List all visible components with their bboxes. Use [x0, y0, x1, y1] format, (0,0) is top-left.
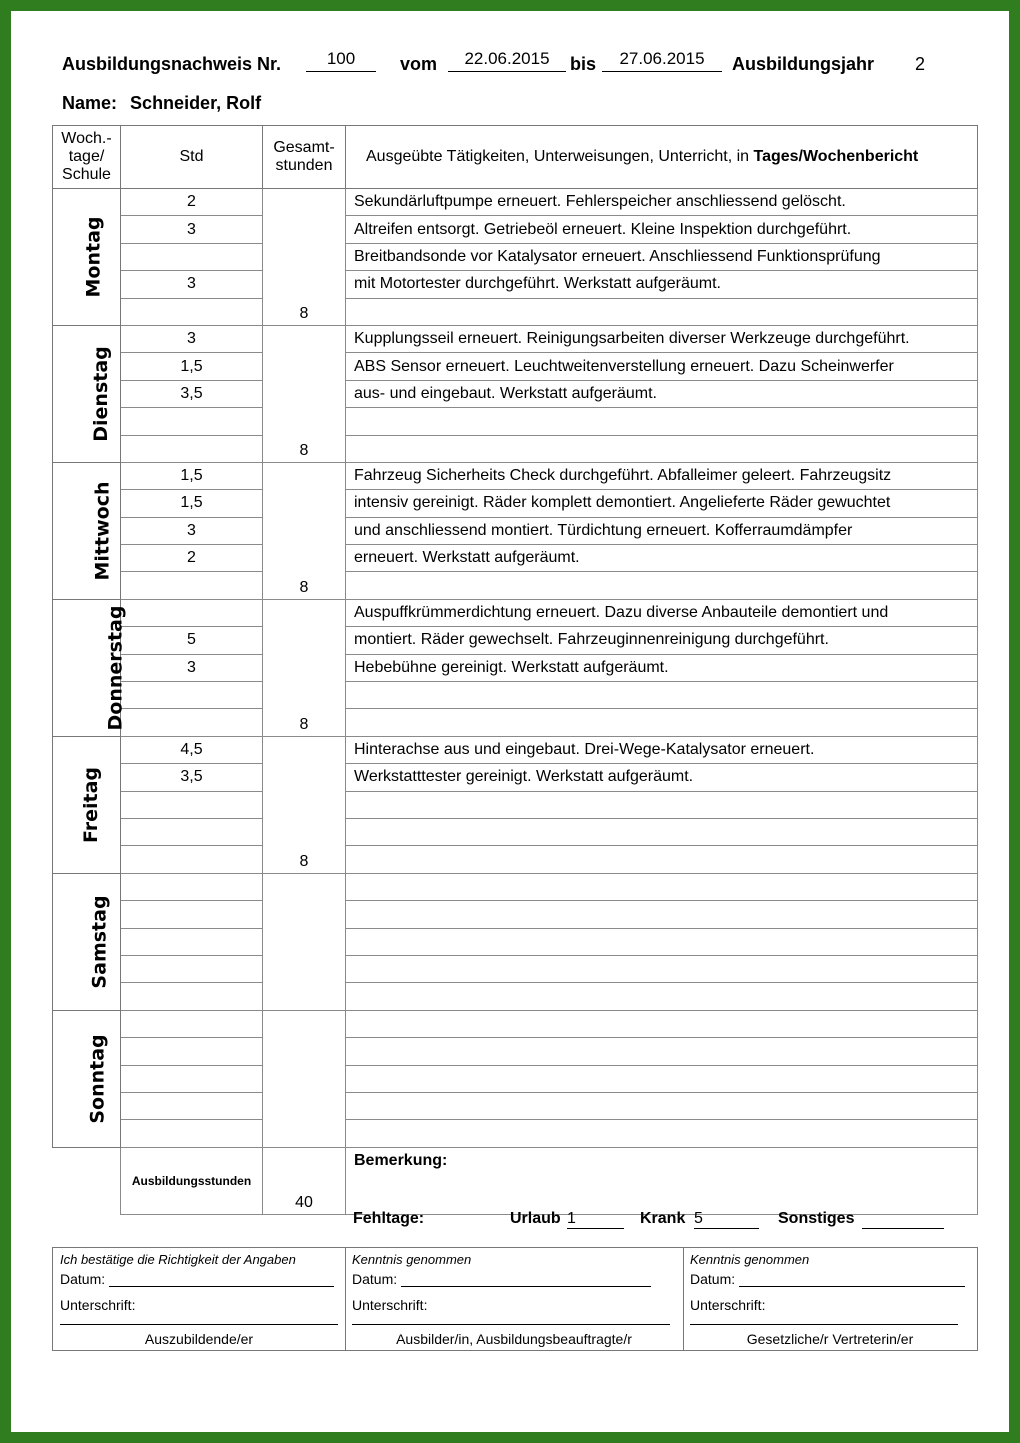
header-activities: [346, 126, 978, 189]
hours-cell: 2: [121, 545, 263, 572]
table-row: [53, 1038, 978, 1065]
weekday-label: Dienstag: [89, 346, 112, 442]
sig1-sign-line: [60, 1324, 338, 1325]
table-row: [53, 901, 978, 928]
hours-cell: [121, 298, 263, 325]
activity-cell: [346, 873, 978, 900]
hours-cell: 3: [121, 216, 263, 243]
weekday-cell: [53, 873, 121, 1010]
signature-trainee: [53, 1248, 346, 1350]
activity-cell: [346, 1120, 978, 1147]
hours-cell: [121, 818, 263, 845]
summary-total: 40: [263, 1147, 346, 1214]
table-row: [53, 983, 978, 1010]
activity-cell: [346, 983, 978, 1010]
hours-cell: [121, 599, 263, 626]
sig3-role: Gesetzliche/r Vertreterin/er: [746, 1331, 914, 1347]
day-total-cell: [263, 873, 346, 1010]
sig1-caption: Ich bestätige die Richtigkeit der Angaben: [60, 1252, 296, 1267]
table-row: [53, 325, 978, 352]
activity-cell: und anschliessend montiert. Türdichtung erneuert. Kofferraumdämpfer: [346, 517, 978, 544]
trainee-name: Schneider, Rolf: [130, 93, 262, 113]
fehltage-label: Fehltage:: [353, 1210, 425, 1227]
date-from: 22.06.2015: [448, 49, 566, 72]
table-row: [53, 490, 978, 517]
krank-label: Krank: [640, 1210, 686, 1227]
hours-cell: [121, 901, 263, 928]
activity-cell: montiert. Räder gewechselt. Fahrzeuginnenreinigung durchgeführt.: [346, 627, 978, 654]
hours-cell: 4,5: [121, 736, 263, 763]
table-row: [53, 1010, 978, 1037]
sig3-unterschrift: Unterschrift:: [690, 1297, 766, 1313]
header-gesamt: Gesamt-stunden: [263, 126, 346, 189]
day-total-cell: 8: [263, 462, 346, 599]
activity-cell: [346, 928, 978, 955]
hours-cell: 3: [121, 271, 263, 298]
bis-label: bis: [570, 54, 597, 74]
hours-cell: 3,5: [121, 380, 263, 407]
table-row: [53, 764, 978, 791]
activity-cell: erneuert. Werkstatt aufgeräumt.: [346, 545, 978, 572]
table-row: [53, 873, 978, 900]
weekday-label: Freitag: [80, 766, 103, 843]
weekday-label: Montag: [82, 216, 105, 298]
activity-cell: Altreifen entsorgt. Getriebeöl erneuert. Kleine Inspektion durchgeführt.: [346, 216, 978, 243]
table-row: [53, 435, 978, 462]
table-row: [53, 682, 978, 709]
urlaub-value: 1: [567, 1210, 624, 1229]
activity-cell: [346, 435, 978, 462]
day-total-cell: 8: [263, 325, 346, 462]
sig2-sign-line: [352, 1324, 670, 1325]
name-label: Name:: [62, 93, 118, 113]
activity-cell: Auspuffkrümmerdichtung erneuert. Dazu diverse Anbauteile demontiert und: [346, 599, 978, 626]
hours-cell: [121, 435, 263, 462]
table-row: [53, 462, 978, 489]
activity-cell: Fahrzeug Sicherheits Check durchgeführt. Abfalleimer geleert. Fahrzeugsitz: [346, 462, 978, 489]
weekday-label: Mittwoch: [91, 481, 114, 581]
jahr-value: 2: [915, 54, 926, 74]
activity-cell: Kupplungsseil erneuert. Reinigungsarbeiten diverser Werkzeuge durchgeführt.: [346, 325, 978, 352]
day-total-cell: 8: [263, 189, 346, 326]
activity-cell: [346, 572, 978, 599]
hours-cell: 5: [121, 627, 263, 654]
hours-cell: 3: [121, 517, 263, 544]
hours-cell: 2: [121, 189, 263, 216]
sig1-datum-line: [109, 1286, 334, 1287]
header-std: Std: [121, 126, 263, 189]
hours-cell: [121, 1120, 263, 1147]
hours-cell: 3: [121, 325, 263, 352]
hours-cell: [121, 846, 263, 873]
day-total-cell: 8: [263, 736, 346, 873]
activity-cell: [346, 791, 978, 818]
activity-cell: Hinterachse aus und eingebaut. Drei-Wege-Katalysator erneuert.: [346, 736, 978, 763]
weekday-label: Donnerstag: [104, 605, 127, 731]
sonstiges-line: [862, 1228, 944, 1229]
activity-cell: [346, 955, 978, 982]
table-row: [53, 216, 978, 243]
table-row: [53, 298, 978, 325]
report-number: 100: [306, 49, 376, 72]
day-total-cell: 8: [263, 599, 346, 736]
weekday-label: Samstag: [88, 895, 111, 989]
activity-cell: aus- und eingebaut. Werkstatt aufgeräumt.: [346, 380, 978, 407]
activity-cell: [346, 1010, 978, 1037]
table-row: [53, 271, 978, 298]
activity-cell: [346, 1092, 978, 1119]
jahr-label: Ausbildungsjahr: [732, 54, 875, 74]
table-row: [53, 654, 978, 681]
urlaub-label: Urlaub: [510, 1210, 561, 1227]
weekday-cell: [53, 599, 127, 736]
table-row: [53, 627, 978, 654]
weekday-cell: [53, 1010, 121, 1147]
sig2-datum: Datum:: [352, 1271, 398, 1287]
title-label: Ausbildungsnachweis Nr.: [62, 54, 282, 74]
signature-guardian: [683, 1248, 977, 1350]
date-to: 27.06.2015: [602, 49, 722, 72]
signature-block: [52, 1247, 978, 1351]
activity-cell: [346, 682, 978, 709]
hours-cell: 1,5: [121, 490, 263, 517]
hours-cell: [121, 955, 263, 982]
activity-cell: [346, 846, 978, 873]
sig3-datum: Datum:: [690, 1271, 736, 1287]
activity-cell: [346, 901, 978, 928]
header-weekdays: Woch.-tage/ Schule: [53, 126, 121, 189]
activity-cell: [346, 298, 978, 325]
hours-cell: 1,5: [121, 462, 263, 489]
hours-cell: [121, 709, 263, 736]
activity-cell: [346, 408, 978, 435]
sig2-datum-line: [401, 1286, 651, 1287]
table-row: [53, 380, 978, 407]
hours-cell: [121, 1010, 263, 1037]
signature-trainer: [345, 1248, 684, 1350]
weekday-cell: [53, 189, 121, 326]
hours-cell: [121, 983, 263, 1010]
sig3-sign-line: [690, 1324, 958, 1325]
hours-cell: [121, 928, 263, 955]
activity-cell: intensiv gereinigt. Räder komplett demontiert. Angelieferte Räder gewuchtet: [346, 490, 978, 517]
hours-cell: [121, 1092, 263, 1119]
activity-cell: Werkstatttester gereinigt. Werkstatt aufgeräumt.: [346, 764, 978, 791]
weekday-cell: [53, 462, 121, 599]
sig1-role: Auszubildende/er: [144, 1331, 254, 1347]
hours-cell: [121, 873, 263, 900]
activity-cell: Breitbandsonde vor Katalysator erneuert. Anschliessend Funktionsprüfung: [346, 243, 978, 270]
sig2-unterschrift: Unterschrift:: [352, 1297, 428, 1313]
sig1-datum: Datum:: [60, 1271, 106, 1287]
activity-cell: ABS Sensor erneuert. Leuchtweitenverstellung erneuert. Dazu Scheinwerfer: [346, 353, 978, 380]
name-row: [62, 93, 261, 114]
hours-cell: [121, 791, 263, 818]
krank-value: 5: [694, 1210, 759, 1229]
header-activities-bold: Tages/Wochenbericht: [753, 148, 919, 165]
sig2-caption: Kenntnis genommen: [352, 1252, 472, 1267]
sig1-unterschrift: Unterschrift:: [60, 1297, 136, 1313]
hours-cell: [121, 243, 263, 270]
hours-cell: [121, 408, 263, 435]
table-row: [53, 736, 978, 763]
table-row: [53, 791, 978, 818]
sig2-role: Ausbilder/in, Ausbildungsbeauftragte/r: [396, 1331, 632, 1347]
hours-cell: [121, 572, 263, 599]
hours-cell: [121, 1065, 263, 1092]
activity-cell: [346, 1065, 978, 1092]
table-row: [53, 1120, 978, 1147]
sonstiges-label: Sonstiges: [778, 1210, 855, 1227]
remark-label: Bemerkung:: [346, 1147, 978, 1214]
activity-cell: Sekundärluftpumpe erneuert. Fehlerspeicher anschliessend gelöscht.: [346, 189, 978, 216]
table-row: [53, 1092, 978, 1119]
weekday-label: Sonntag: [86, 1034, 109, 1124]
table-row: [53, 572, 978, 599]
table-row: [53, 1065, 978, 1092]
activity-table: [52, 125, 978, 1215]
sig3-caption: Kenntnis genommen: [690, 1252, 810, 1267]
table-row: [53, 545, 978, 572]
hours-cell: [121, 1038, 263, 1065]
activity-cell: [346, 818, 978, 845]
hours-cell: 3,5: [121, 764, 263, 791]
table-row: [53, 353, 978, 380]
activity-cell: [346, 1038, 978, 1065]
table-row: [53, 955, 978, 982]
hours-cell: [121, 682, 263, 709]
table-row: [53, 709, 978, 736]
activity-cell: Hebebühne gereinigt. Werkstatt aufgeräumt.: [346, 654, 978, 681]
table-row: [53, 846, 978, 873]
summary-label: Ausbildungsstunden: [121, 1147, 263, 1214]
table-row: [53, 599, 978, 626]
header-activities-plain: Ausgeübte Tätigkeiten, Unterweisungen, Unterricht, in: [366, 148, 754, 165]
table-row: [53, 928, 978, 955]
table-row: [53, 189, 978, 216]
weekday-cell: [53, 736, 121, 873]
activity-cell: mit Motortester durchgeführt. Werkstatt aufgeräumt.: [346, 271, 978, 298]
table-row: [53, 243, 978, 270]
hours-cell: 1,5: [121, 353, 263, 380]
summary-blank: [53, 1147, 121, 1214]
weekday-cell: [53, 325, 121, 462]
activity-cell: [346, 709, 978, 736]
hours-cell: 3: [121, 654, 263, 681]
vom-label: vom: [400, 54, 438, 74]
table-row: [53, 517, 978, 544]
day-total-cell: [263, 1010, 346, 1147]
table-row: [53, 818, 978, 845]
report-sheet: [11, 11, 1009, 1432]
table-row: [53, 408, 978, 435]
sig3-datum-line: [739, 1286, 965, 1287]
